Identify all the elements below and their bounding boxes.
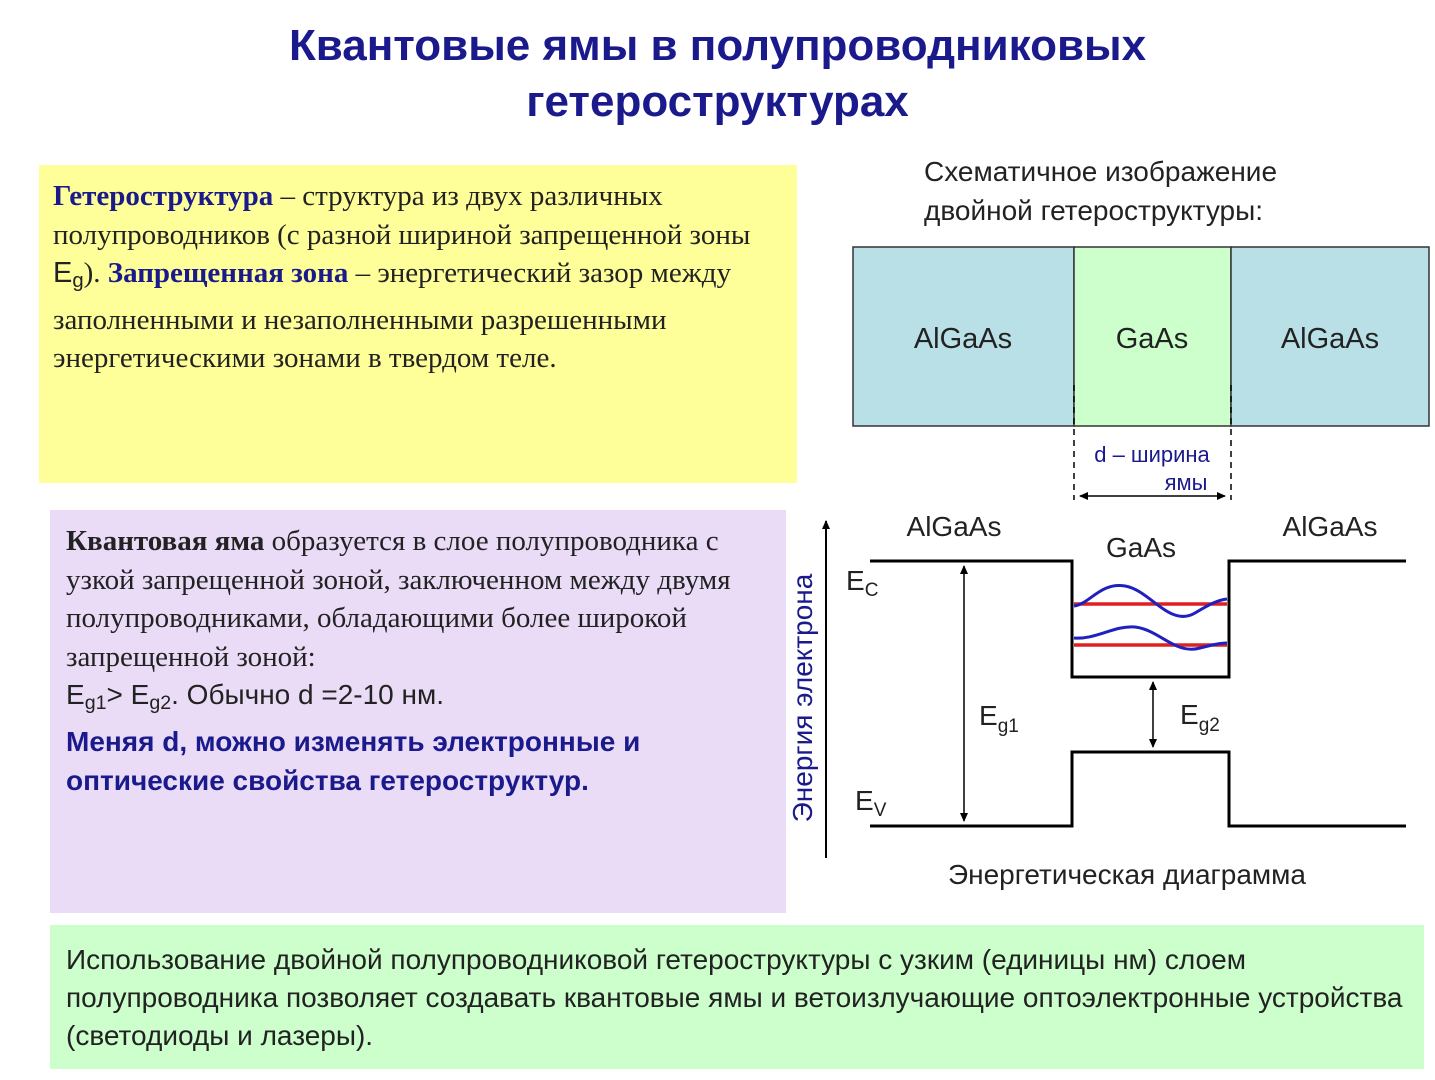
ec-label: $E_C$: [846, 565, 879, 601]
eg1-label: $E_{g1}$: [979, 700, 1019, 737]
left-layer-label: AlGaAs: [913, 323, 1013, 355]
width-label-line-1: d – ширина: [1094, 442, 1210, 467]
title-line-1: Квантовые ямы в полупроводниковых: [288, 21, 1147, 70]
eg2-letter: E: [130, 679, 150, 710]
wavefunction-upper: [1074, 586, 1227, 617]
quantum-well-text: образуется в слое полупроводника с узкой запрещенной зоной, заключенном между двумя полупроводниками, обладающими более широкой запрещенной зоной:: [66, 525, 731, 673]
quantum-well-term: Квантовая яма: [66, 525, 265, 557]
band-gap-text: – энергетический зазор между заполненными и незаполненными разрешенными энергетическими зонами в твердом теле.: [53, 257, 732, 375]
eg1-letter: E: [66, 679, 85, 710]
ev-label: $E_V$: [855, 785, 887, 821]
eg2-label: $E_{g2}$: [1180, 699, 1220, 736]
right-layer-label: AlGaAs: [1280, 323, 1380, 355]
width-label-line-2: ямы: [1164, 470, 1208, 495]
heterostructure-term: Гетероструктура: [53, 180, 274, 212]
energy-middle-material: GaAs: [1105, 532, 1177, 563]
valence-band-edge: [870, 752, 1406, 826]
band-gap-term: Запрещенная зона: [107, 257, 349, 289]
schematic-caption-line-2: двойной гетероструктуры:: [924, 195, 1263, 226]
energy-axis-label: Энергия электрона: [787, 573, 818, 823]
quantum-well-highlight: Меняя d, можно изменять электронные и оптические свойства гетероструктур.: [66, 726, 641, 797]
conclusion-text: Использование двойной полупроводниковой гетероструктуры с узким (единицы нм) слоем полупроводника позволяет создавать квантовые ямы и ветоизлучающие оптоэлектронные устройства (светодиоды и лазеры).: [66, 944, 1403, 1051]
energy-left-material: AlGaAs: [906, 511, 1002, 542]
eg-letter: E: [53, 257, 73, 289]
eg2-subscript: g2: [149, 691, 172, 714]
schematic-caption-line-1: Схематичное изображение: [924, 156, 1278, 187]
after-eg: ).: [83, 257, 108, 289]
heterostructure-text: – структура из двух различных полупроводников (с разной шириной запрещенной зоны: [53, 180, 751, 251]
eg-subscript: g: [72, 270, 84, 293]
title-line-2: гетероструктурах: [526, 77, 909, 126]
greater-than: >: [106, 679, 131, 710]
energy-right-material: AlGaAs: [1282, 511, 1378, 542]
middle-layer-label: GaAs: [1115, 323, 1189, 355]
typical-width: . Обычно d =2-10 нм.: [171, 679, 445, 710]
eg1-subscript: g1: [84, 691, 107, 714]
energy-diagram-caption: Энергетическая диаграмма: [948, 859, 1306, 890]
conduction-band-edge: [870, 561, 1406, 677]
